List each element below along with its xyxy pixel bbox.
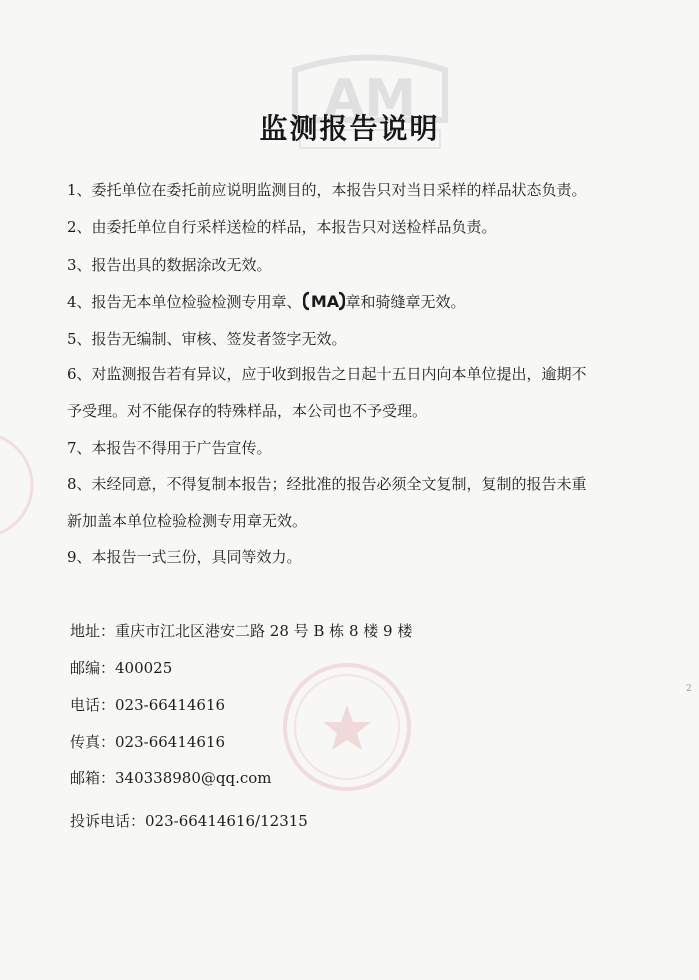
item-text-continued: 予受理。对不能保存的特殊样品，本公司也不予受理。 xyxy=(67,401,428,420)
svg-text:AM: AM xyxy=(324,69,416,129)
contact-fax: 传真：023-66414616 xyxy=(70,733,226,751)
item-text: 3、报告出具的数据涂改无效。 xyxy=(67,256,272,274)
item-text-continued: 新加盖本单位检验检测专用章无效。 xyxy=(67,511,308,530)
contact-complaint-phone: 投诉电话：023-66414616/12315 xyxy=(70,812,308,830)
item-text-after: 章和骑缝章无效。 xyxy=(345,293,466,311)
item-text: 8、未经同意，不得复制本报告；经批准的报告必须全文复制，复制的报告未重 xyxy=(67,475,587,493)
edge-mark: 2 xyxy=(686,684,692,694)
contact-phone: 电话：023-66414616 xyxy=(70,696,226,714)
contact-email: 邮箱：340338980@qq.com xyxy=(70,769,272,787)
contact-address: 地址：重庆市江北区港安二路 28 号 B 栋 8 楼 9 楼 xyxy=(70,622,413,640)
list-item xyxy=(67,209,637,246)
list-item xyxy=(67,539,637,576)
document-title: 监测报告说明 xyxy=(259,112,440,145)
list-item xyxy=(67,466,637,539)
list-item xyxy=(67,356,637,429)
list-item xyxy=(67,284,637,321)
cma-mark-icon xyxy=(303,291,345,311)
seal-watermark-icon xyxy=(280,660,415,795)
cma-mark-text: MA xyxy=(310,292,339,311)
item-text: 5、报告无编制、审核、签发者签字无效。 xyxy=(67,330,347,348)
list-item xyxy=(67,321,637,358)
list-item xyxy=(67,172,637,209)
item-text: 1、委托单位在委托前应说明监测目的，本报告只对当日采样的样品状态负责。 xyxy=(67,181,587,199)
item-text: 7、本报告不得用于广告宣传。 xyxy=(67,439,272,457)
list-item xyxy=(67,247,637,284)
contact-postcode: 邮编：400025 xyxy=(70,659,173,677)
seal-edge-watermark-icon xyxy=(0,430,40,540)
item-text: 2、由委托单位自行采样送检的样品，本报告只对送检样品负责。 xyxy=(67,218,497,236)
item-text: 6、对监测报告若有异议，应于收到报告之日起十五日内向本单位提出，逾期不 xyxy=(67,365,587,383)
item-text: 9、本报告一式三份，具同等效力。 xyxy=(67,548,302,566)
item-text-before: 4、报告无本单位检验检测专用章、 xyxy=(67,293,302,311)
list-item xyxy=(67,430,637,467)
